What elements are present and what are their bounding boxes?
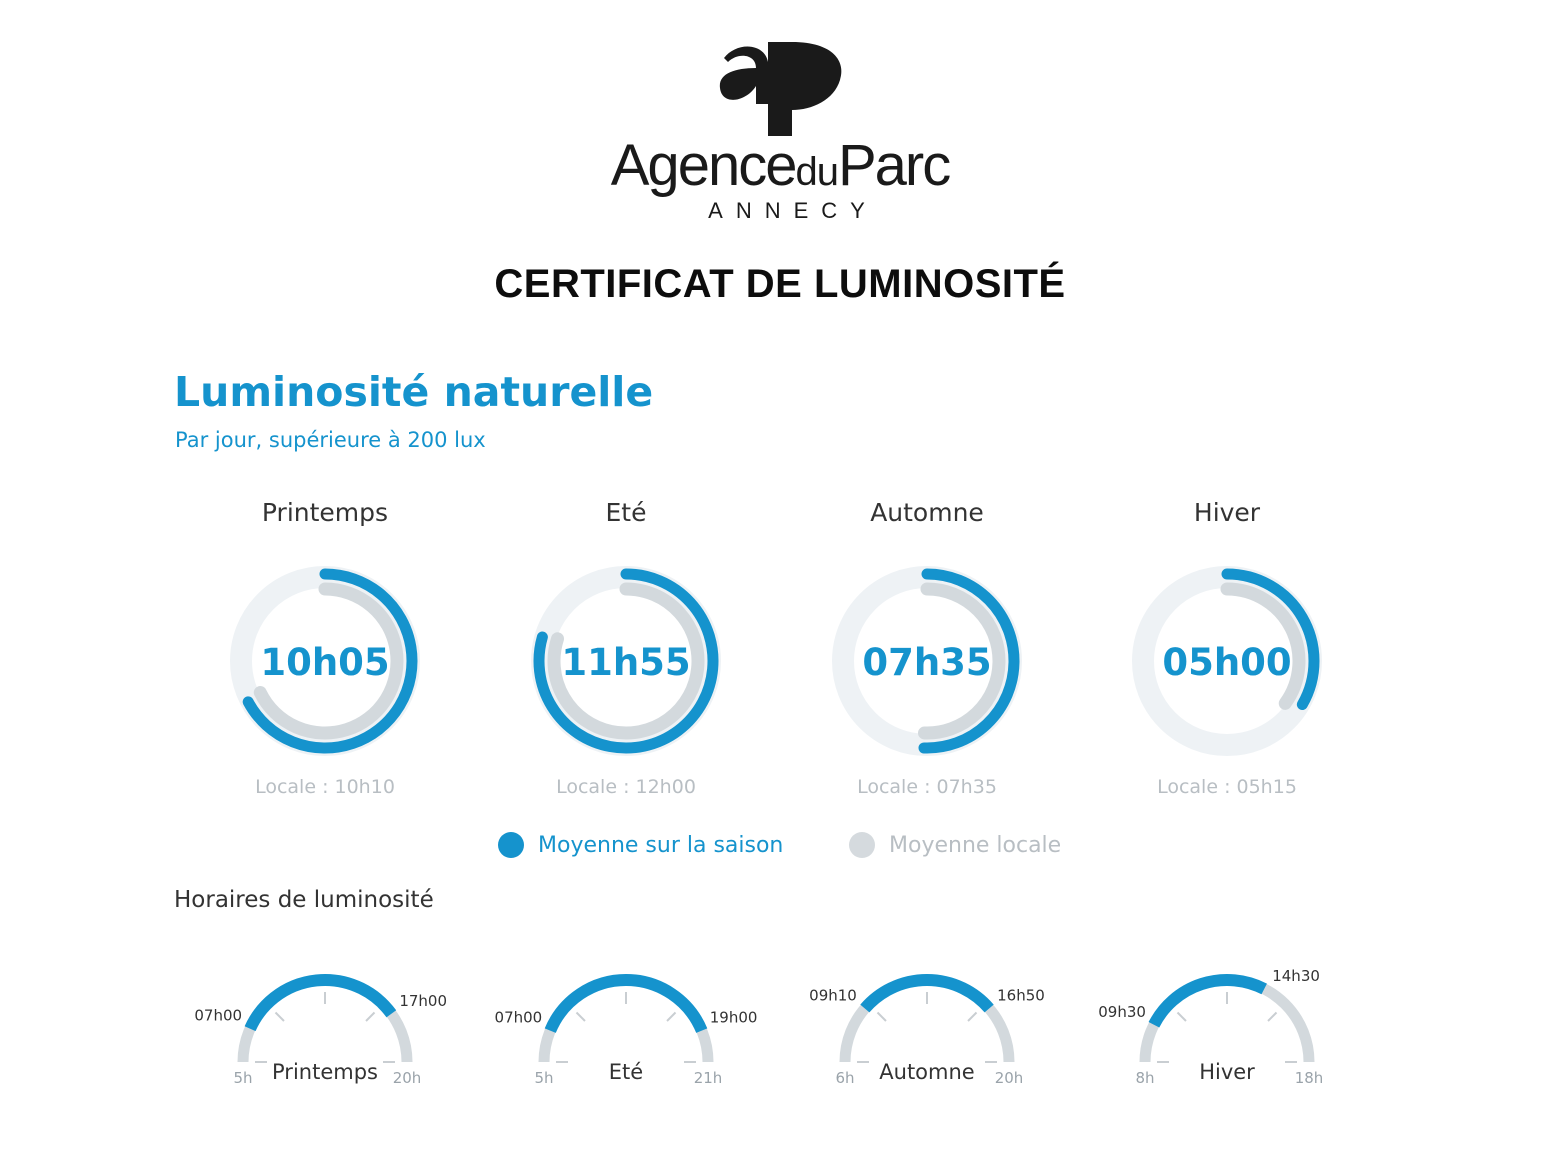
gauge-max-label: 20h: [392, 1069, 422, 1087]
gauge-max-label: 20h: [994, 1069, 1024, 1087]
section-title: Luminosité naturelle: [174, 368, 654, 416]
donut-value: 05h00: [1162, 641, 1292, 684]
gauge-range-arc: [1154, 980, 1264, 1025]
gauge-min-label: 6h: [835, 1069, 855, 1087]
gauge-tick: [1178, 1013, 1186, 1021]
legend-local-label: Moyenne locale: [889, 832, 1062, 858]
gauge-end-label: 16h50: [997, 986, 1045, 1005]
gauge-start-label: 07h00: [494, 1008, 543, 1027]
hours-section-title: Horaires de luminosité: [174, 887, 434, 913]
gauge-tick: [968, 1013, 976, 1021]
logo-word-parc: Parc: [837, 133, 950, 198]
logo-city: ANNECY: [708, 198, 878, 223]
logo-word-agence: Agence: [610, 133, 796, 198]
legend-local: [849, 830, 1061, 860]
donut-local-label: Locale : 07h35: [857, 776, 997, 798]
donut-value: 10h05: [260, 641, 390, 684]
gauge-tick: [577, 1013, 585, 1021]
gauge-end-label: 14h30: [1272, 966, 1320, 985]
gauge-season-label: Hiver: [1199, 1060, 1255, 1084]
donut-local-label: Locale : 10h10: [255, 776, 395, 798]
legend-local-swatch: [849, 832, 875, 858]
gauge-max-label: 18h: [1294, 1069, 1324, 1087]
gauge-end-label: 19h00: [709, 1008, 758, 1027]
section-subtitle: Par jour, supérieure à 200 lux: [175, 428, 486, 452]
gauge-start-label: 09h10: [809, 986, 857, 1005]
donut-season-label: Printemps: [261, 498, 389, 527]
gauge-min-label: 5h: [534, 1069, 554, 1087]
donut-season-label: Hiver: [1193, 498, 1261, 527]
gauge-min-label: 5h: [233, 1069, 253, 1087]
donut-season-label: Eté: [605, 498, 647, 527]
gauge-tick: [276, 1013, 284, 1021]
legend-season: [498, 830, 783, 860]
gauge-min-label: 8h: [1135, 1069, 1155, 1087]
gauge-season-label: Eté: [608, 1060, 644, 1084]
donut-value: 11h55: [561, 641, 691, 684]
gauge-tick: [878, 1013, 886, 1021]
gauge-start-label: 07h00: [194, 1006, 243, 1025]
gauge-tick: [1268, 1013, 1276, 1021]
donut-value: 07h35: [862, 641, 992, 684]
gauge-tick: [667, 1013, 675, 1021]
donut-local-label: Locale : 12h00: [556, 776, 696, 798]
document-title: CERTIFICAT DE LUMINOSITÉ: [494, 262, 1066, 306]
gauge-season-label: Automne: [879, 1060, 975, 1084]
gauge-end-label: 17h00: [399, 991, 448, 1010]
gauge-season-label: Printemps: [272, 1060, 378, 1084]
gauge-range-arc: [550, 980, 702, 1031]
logo-word-du: du: [795, 150, 838, 194]
legend-season-label: Moyenne sur la saison: [538, 832, 784, 858]
gauge-tick: [366, 1013, 374, 1021]
gauge-start-label: 09h30: [1098, 1002, 1146, 1021]
gauge-max-label: 21h: [693, 1069, 723, 1087]
gauge-range-arc: [250, 980, 391, 1029]
legend-season-swatch: [498, 832, 524, 858]
donut-local-label: Locale : 05h15: [1157, 776, 1297, 798]
donut-season-label: Automne: [870, 498, 984, 527]
